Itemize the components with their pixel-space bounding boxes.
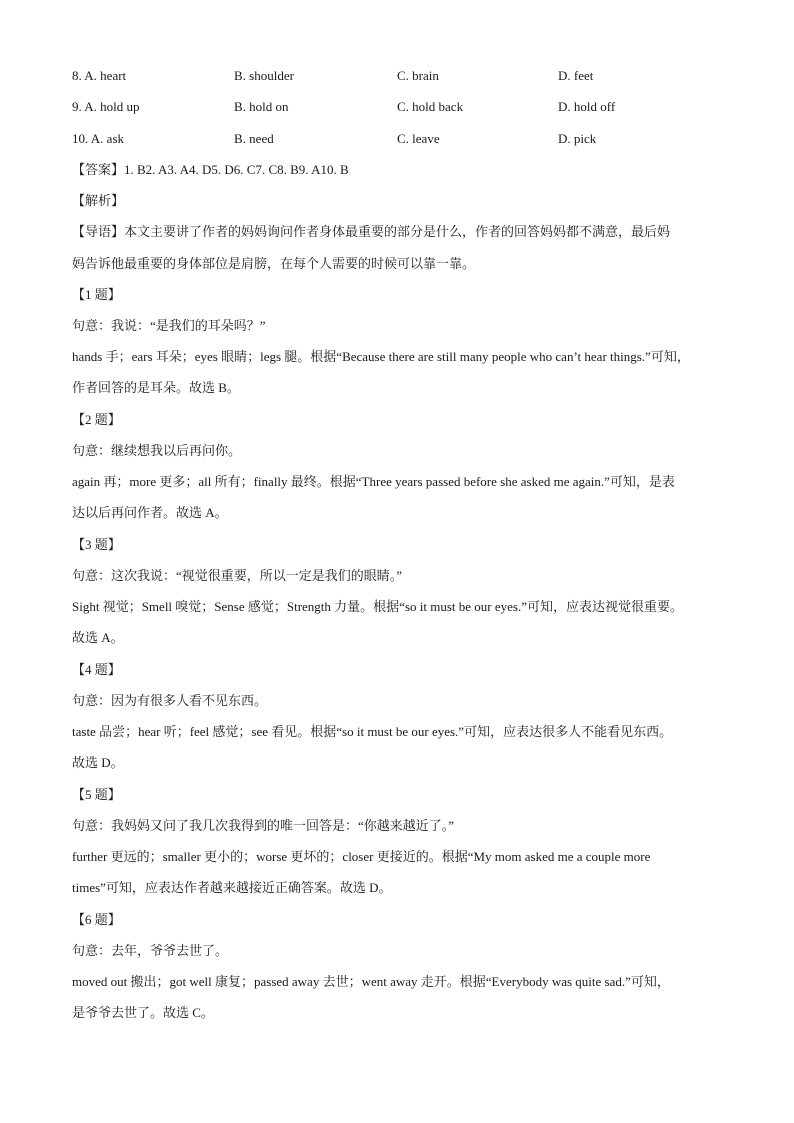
q5-heading: 【5 题】 <box>72 787 121 802</box>
q3-meaning: 句意：这次我说：“视觉很重要，所以一定是我们的眼睛。” <box>72 568 403 583</box>
q6-explanation-2: 是爷爷去世了。故选 C。 <box>72 1005 214 1020</box>
q5-meaning: 句意：我妈妈又问了我几次我得到的唯一回答是：“你越来越近了。” <box>72 818 455 833</box>
option-b: B. hold on <box>234 99 289 114</box>
q5-explanation-1: further 更远的；smaller 更小的；worse 更坏的；closer 更接近的。根据“My mom asked me a couple more <box>72 849 651 864</box>
q2-heading: 【2 题】 <box>72 412 121 427</box>
option-d: D. pick <box>558 131 597 146</box>
answer-line: 【答案】1. B2. A3. A4. D5. D6. C7. C8. B9. A10. B <box>72 162 349 177</box>
option-a: 9. A. hold up <box>72 99 140 114</box>
intro-line-2: 妈告诉他最重要的身体部位是肩膀，在每个人需要的时候可以靠一靠。 <box>72 256 476 271</box>
q4-heading: 【4 题】 <box>72 662 121 677</box>
q5-explanation-2: times”可知，应表达作者越来越接近正确答案。故选 D。 <box>72 880 392 895</box>
option-d: D. feet <box>558 68 594 83</box>
option-a: 8. A. heart <box>72 68 127 83</box>
q2-explanation-1: again 再；more 更多；all 所有；finally 最终。根据“Three years passed before she asked me again.”可知，是表 <box>72 474 675 489</box>
q6-explanation-1: moved out 搬出；got well 康复；passed away 去世；went away 走开。根据“Everybody was quite sad.”可知， <box>72 974 670 989</box>
q1-explanation-1: hands 手；ears 耳朵；eyes 眼睛；legs 腿。根据“Because there are still many people who can’t hear things.”可知， <box>72 349 690 364</box>
q3-explanation-1: Sight 视觉；Smell 嗅觉；Sense 感觉；Strength 力量。根据“so it must be our eyes.”可知，应表达视觉很重要。 <box>72 599 683 614</box>
option-row-8 <box>72 68 752 88</box>
q2-meaning: 句意：继续想我以后再问你。 <box>72 443 242 458</box>
q2-explanation-2: 达以后再问作者。故选 A。 <box>72 505 228 520</box>
option-c: C. brain <box>397 68 439 83</box>
q6-heading: 【6 题】 <box>72 912 121 927</box>
q4-explanation-1: taste 品尝；hear 听；feel 感觉；see 看见。根据“so it must be our eyes.”可知，应表达很多人不能看见东西。 <box>72 724 673 739</box>
q1-explanation-2: 作者回答的是耳朵。故选 B。 <box>72 380 240 395</box>
intro-line-1: 【导语】本文主要讲了作者的妈妈询问作者身体最重要的部分是什么，作者的回答妈妈都不满意，最后妈 <box>72 224 671 239</box>
option-c: C. leave <box>397 131 440 146</box>
option-row-10 <box>72 131 752 151</box>
q1-heading: 【1 题】 <box>72 287 121 302</box>
analysis-heading: 【解析】 <box>72 193 125 208</box>
option-row-9 <box>72 99 752 119</box>
q6-meaning: 句意：去年，爷爷去世了。 <box>72 943 229 958</box>
q1-meaning: 句意：我说：“是我们的耳朵吗？” <box>72 318 266 333</box>
option-b: B. shoulder <box>234 68 294 83</box>
q3-heading: 【3 题】 <box>72 537 121 552</box>
option-b: B. need <box>234 131 274 146</box>
q4-explanation-2: 故选 D。 <box>72 755 124 770</box>
option-a: 10. A. ask <box>72 131 124 146</box>
option-c: C. hold back <box>397 99 464 114</box>
option-d: D. hold off <box>558 99 616 114</box>
q3-explanation-2: 故选 A。 <box>72 630 124 645</box>
q4-meaning: 句意：因为有很多人看不见东西。 <box>72 693 268 708</box>
